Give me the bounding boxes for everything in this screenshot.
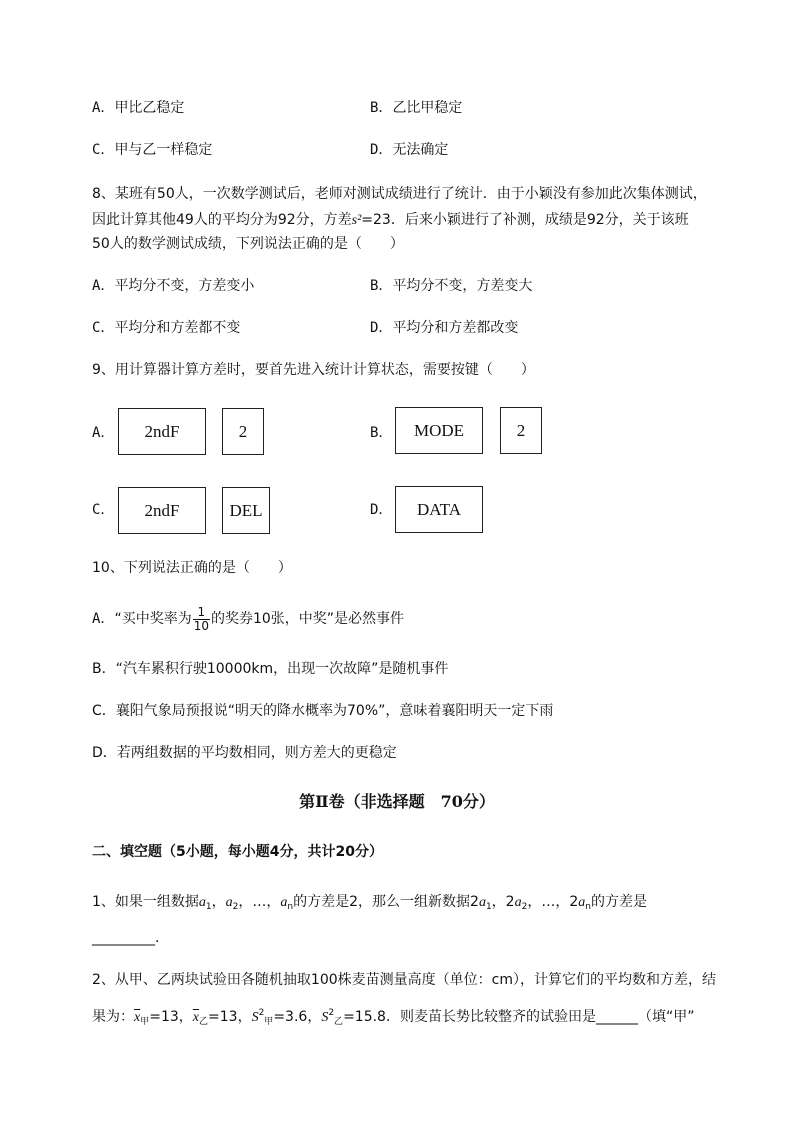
option-text-pre: “买中奖率为 (114, 611, 192, 627)
option-label: C． (92, 320, 115, 336)
key-2ndf: 2ndF (118, 487, 206, 534)
comma: ， (527, 894, 542, 910)
key-data: DATA (395, 486, 483, 533)
var-s: S (321, 1010, 329, 1025)
option-text: 平均分和方差都不变 (114, 320, 241, 336)
key-del: DEL (222, 487, 270, 534)
fraction-one-tenth (193, 606, 210, 633)
option-label: D． (370, 320, 393, 336)
fill2-pre: 果为： (92, 1009, 134, 1025)
var-a: a (225, 895, 233, 910)
q7-option-b (370, 98, 462, 118)
fill1-mid: 的方差是2，那么一组新数据2 (293, 894, 479, 910)
option-text: 乙比甲稳定 (392, 100, 463, 116)
q9-stem: 9、用计算器计算方差时，要首先进入统计计算状态，需要按键（ ） (92, 362, 535, 378)
q8-option-d (370, 318, 518, 338)
section-heading: 二、填空题（5小题，每小题4分，共计20分） (92, 844, 383, 860)
subscript: n (287, 902, 294, 912)
q8-option-b (370, 276, 532, 296)
variance-symbol: s² (351, 213, 362, 228)
option-text: 平均分和方差都改变 (392, 320, 519, 336)
q9-option-d-label: D． (370, 502, 393, 518)
ellipsis: … (541, 894, 556, 910)
q9-option-b-label: B． (370, 425, 393, 441)
option-label: B． (370, 100, 393, 116)
option-text: 甲与乙一样稳定 (114, 142, 213, 158)
comma: ， (491, 894, 506, 910)
q9-option-c-label: C． (92, 502, 115, 518)
option-text-post: 的奖券10张，中奖”是必然事件 (210, 611, 405, 627)
subscript: 2 (232, 902, 239, 912)
option-text: 甲比乙稳定 (114, 100, 185, 116)
option-label: A． (92, 278, 115, 294)
comma: ， (555, 894, 570, 910)
comma: ， (211, 894, 226, 910)
q10-option-a (92, 599, 404, 639)
var-a: a (198, 895, 206, 910)
option-label: A． (92, 611, 115, 627)
subscript-jia: 甲 (140, 1017, 150, 1027)
option-label: A． (92, 100, 115, 116)
q8-stem-line2 (92, 210, 689, 231)
q7-option-d (370, 140, 448, 160)
eq: =15.8 (343, 1009, 386, 1025)
q8-line2-a: 因此计算其他49人的平均分为92分，方差 (92, 212, 352, 228)
mean-x: $\overline{x}$ (134, 1010, 141, 1025)
eq: =13 (208, 1009, 238, 1025)
key-2: 2 (222, 408, 264, 455)
mean-x: $\overline{x}$ (192, 1010, 199, 1025)
key-2ndf: 2ndF (118, 408, 206, 455)
var-s: S (251, 1010, 259, 1025)
q8-line2-b: =23．后来小颖进行了补测，成绩是92分，关于该班 (361, 212, 689, 228)
q10-option-c: C．襄阳气象局预报说“明天的降水概率为70%”，意味着襄阳明天一定下雨 (92, 703, 554, 719)
fill1-post: 的方差是 (590, 894, 647, 910)
key-mode: MODE (395, 407, 483, 454)
fill1-pre: 1、如果一组数据 (92, 894, 199, 910)
fill1-blank: _________. (92, 930, 160, 946)
comma: ， (238, 894, 253, 910)
var-a: a (478, 895, 486, 910)
ellipsis: … (252, 894, 267, 910)
part2-title: 第Ⅱ卷（非选择题 70分） (299, 792, 495, 811)
fill2-line1: 2、从甲、乙两块试验田各随机抽取100株麦苗测量高度（单位：cm），计算它们的平均数和方差，结 (92, 972, 716, 988)
superscript: 2 (328, 1008, 335, 1018)
q7-option-c (92, 140, 212, 160)
option-text: 平均分不变，方差变小 (114, 278, 255, 294)
q8-option-a (92, 276, 254, 296)
fill1-line1: 1、如果一组数据$a_1$，$a_2$，…，$a_n$的方差是2，那么一组新数据$2a_1$，$2a_2$，…，$2a_n$的方差是 (92, 894, 647, 912)
q8-option-c (92, 318, 240, 338)
option-label: C． (92, 142, 115, 158)
superscript: 2 (258, 1008, 265, 1018)
q10-stem: 10、下列说法正确的是（ ） (92, 560, 292, 576)
eq: =13 (149, 1009, 179, 1025)
fraction-numerator: 1 (193, 606, 210, 620)
q8-stem-line3: 50人的数学测试成绩，下列说法正确的是（ ） (92, 236, 404, 252)
var-a: a (280, 895, 288, 910)
eq: =3.6 (273, 1009, 308, 1025)
q7-option-a (92, 98, 184, 118)
key-2: 2 (500, 407, 542, 454)
subscript-yi: 乙 (199, 1017, 209, 1027)
q10-option-d: D．若两组数据的平均数相同，则方差大的更稳定 (92, 745, 397, 761)
option-text: 无法确定 (392, 142, 449, 158)
option-label: D． (370, 142, 393, 158)
subscript-jia: 甲 (264, 1017, 274, 1027)
subscript: 1 (205, 902, 212, 912)
fill2-line2: 果为：$\overline{x}_甲=13$，$\overline{x}_乙=13$，$S^2_甲=3.6$，$S^2_乙=15.8$．则麦苗长势比较整齐的试验田是______（填“甲” (92, 1008, 695, 1027)
subscript: n (585, 902, 591, 912)
fraction-denominator: 10 (193, 618, 209, 633)
var-a: a (578, 895, 586, 910)
option-label: B． (370, 278, 393, 294)
subscript: 1 (485, 902, 492, 912)
comma: ， (266, 894, 281, 910)
option-text: 平均分不变，方差变大 (392, 278, 533, 294)
q8-stem-line1: 8、某班有50人，一次数学测试后，老师对测试成绩进行了统计．由于小颖没有参加此次集体测试， (92, 186, 707, 202)
subscript: 2 (521, 902, 528, 912)
q9-option-a-label: A． (92, 425, 115, 441)
q10-option-b: B．“汽车累积行驶10000km，出现一次故障”是随机事件 (92, 661, 449, 677)
var-a: a (514, 895, 522, 910)
fill2-post: ．则麦苗长势比较整齐的试验田是______（填“甲” (385, 1009, 695, 1025)
subscript-yi: 乙 (334, 1017, 344, 1027)
